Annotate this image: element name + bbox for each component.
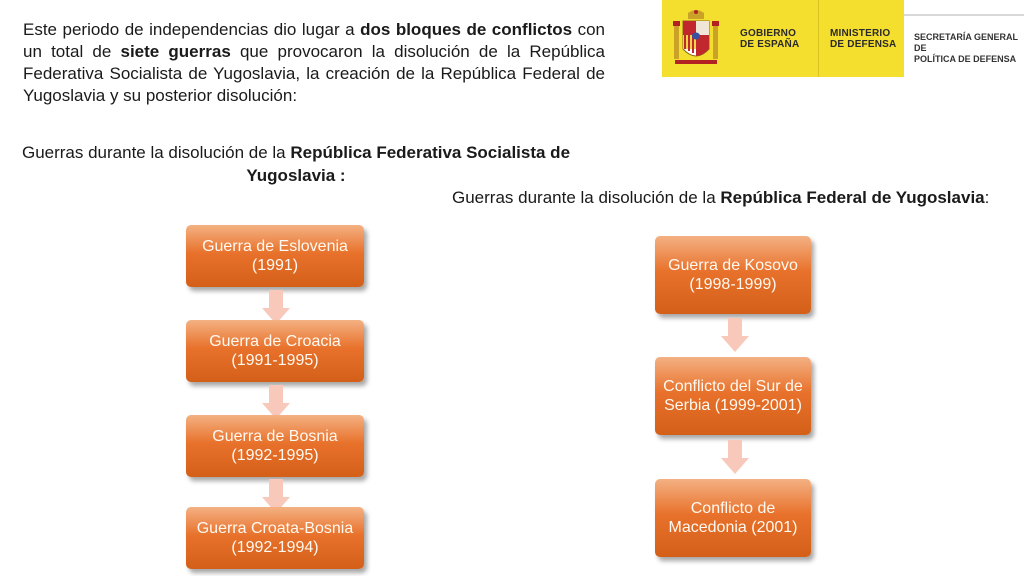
logo-divider: [818, 0, 819, 77]
left-heading-bold: República Federativa Socialista de Yugoslavia :: [246, 143, 571, 185]
government-logo: [662, 0, 1024, 77]
min-line-1: MINISTERIO: [830, 28, 891, 39]
intro-paragraph: [23, 19, 605, 107]
flow-box-macedonia: [655, 479, 811, 557]
down-arrow-icon: [262, 385, 290, 419]
sec-line-1: SECRETARÍA GENERAL DE: [914, 32, 1018, 53]
logo-yellow-panel: [662, 0, 904, 77]
flow-box-label: Conflicto de Macedonia (2001): [668, 500, 798, 536]
flow-box-bosnia: [186, 415, 364, 477]
min-line-2: DE DEFENSA: [830, 39, 897, 50]
flow-box-label: Conflicto del Sur de Serbia (1999-2001): [663, 378, 803, 414]
flow-box-sur-serbia: [655, 357, 811, 435]
gov-line-1: GOBIERNO: [740, 28, 797, 39]
government-label: [740, 28, 799, 50]
flow-box-kosovo: [655, 236, 811, 314]
flow-box-label: Guerra de Kosovo (1998-1999): [668, 257, 798, 293]
flow-box-label: Guerra Croata-Bosnia (1992-1994): [196, 520, 354, 556]
secretariat-label: [914, 32, 1024, 65]
down-arrow-icon: [720, 440, 750, 474]
ministry-label: [830, 28, 896, 50]
flow-box-eslovenia: [186, 225, 364, 287]
left-heading-text: Guerras durante la disolución de la: [21, 143, 291, 162]
left-heading: [17, 141, 575, 187]
intro-text-3: que provocaron la disolución de la República Federativa Socialista de Yugoslavia, la creación de la República Federal de Yugoslavia y su posterior disolución:: [23, 42, 605, 105]
intro-bold-1: dos bloques de conflictos: [360, 20, 573, 39]
right-heading-bold: República Federal de Yugoslavia: [720, 188, 985, 207]
flow-box-label: Guerra de Bosnia (1992-1995): [212, 428, 338, 464]
sec-line-2: POLÍTICA DE DEFENSA: [914, 54, 1017, 64]
intro-text-1: Este periodo de independencias dio lugar a: [23, 20, 361, 39]
intro-bold-2: siete guerras: [120, 42, 231, 61]
coat-of-arms-icon: [672, 9, 720, 71]
down-arrow-icon: [720, 318, 750, 352]
gov-line-2: DE ESPAÑA: [740, 39, 800, 50]
flow-box-label: Guerra de Eslovenia (1991): [202, 238, 348, 274]
intro-text-2: con un total de: [23, 20, 605, 61]
flow-box-croacia: [186, 320, 364, 382]
flow-box-croata-bosnia: [186, 507, 364, 569]
logo-white-panel: [904, 0, 1024, 77]
right-heading-suffix: :: [984, 188, 990, 207]
right-heading: [452, 186, 992, 209]
right-heading-text: Guerras durante la disolución de la: [452, 188, 721, 207]
flow-box-label: Guerra de Croacia (1991-1995): [209, 333, 341, 369]
logo-stripe: [904, 14, 1024, 16]
down-arrow-icon: [262, 290, 290, 324]
